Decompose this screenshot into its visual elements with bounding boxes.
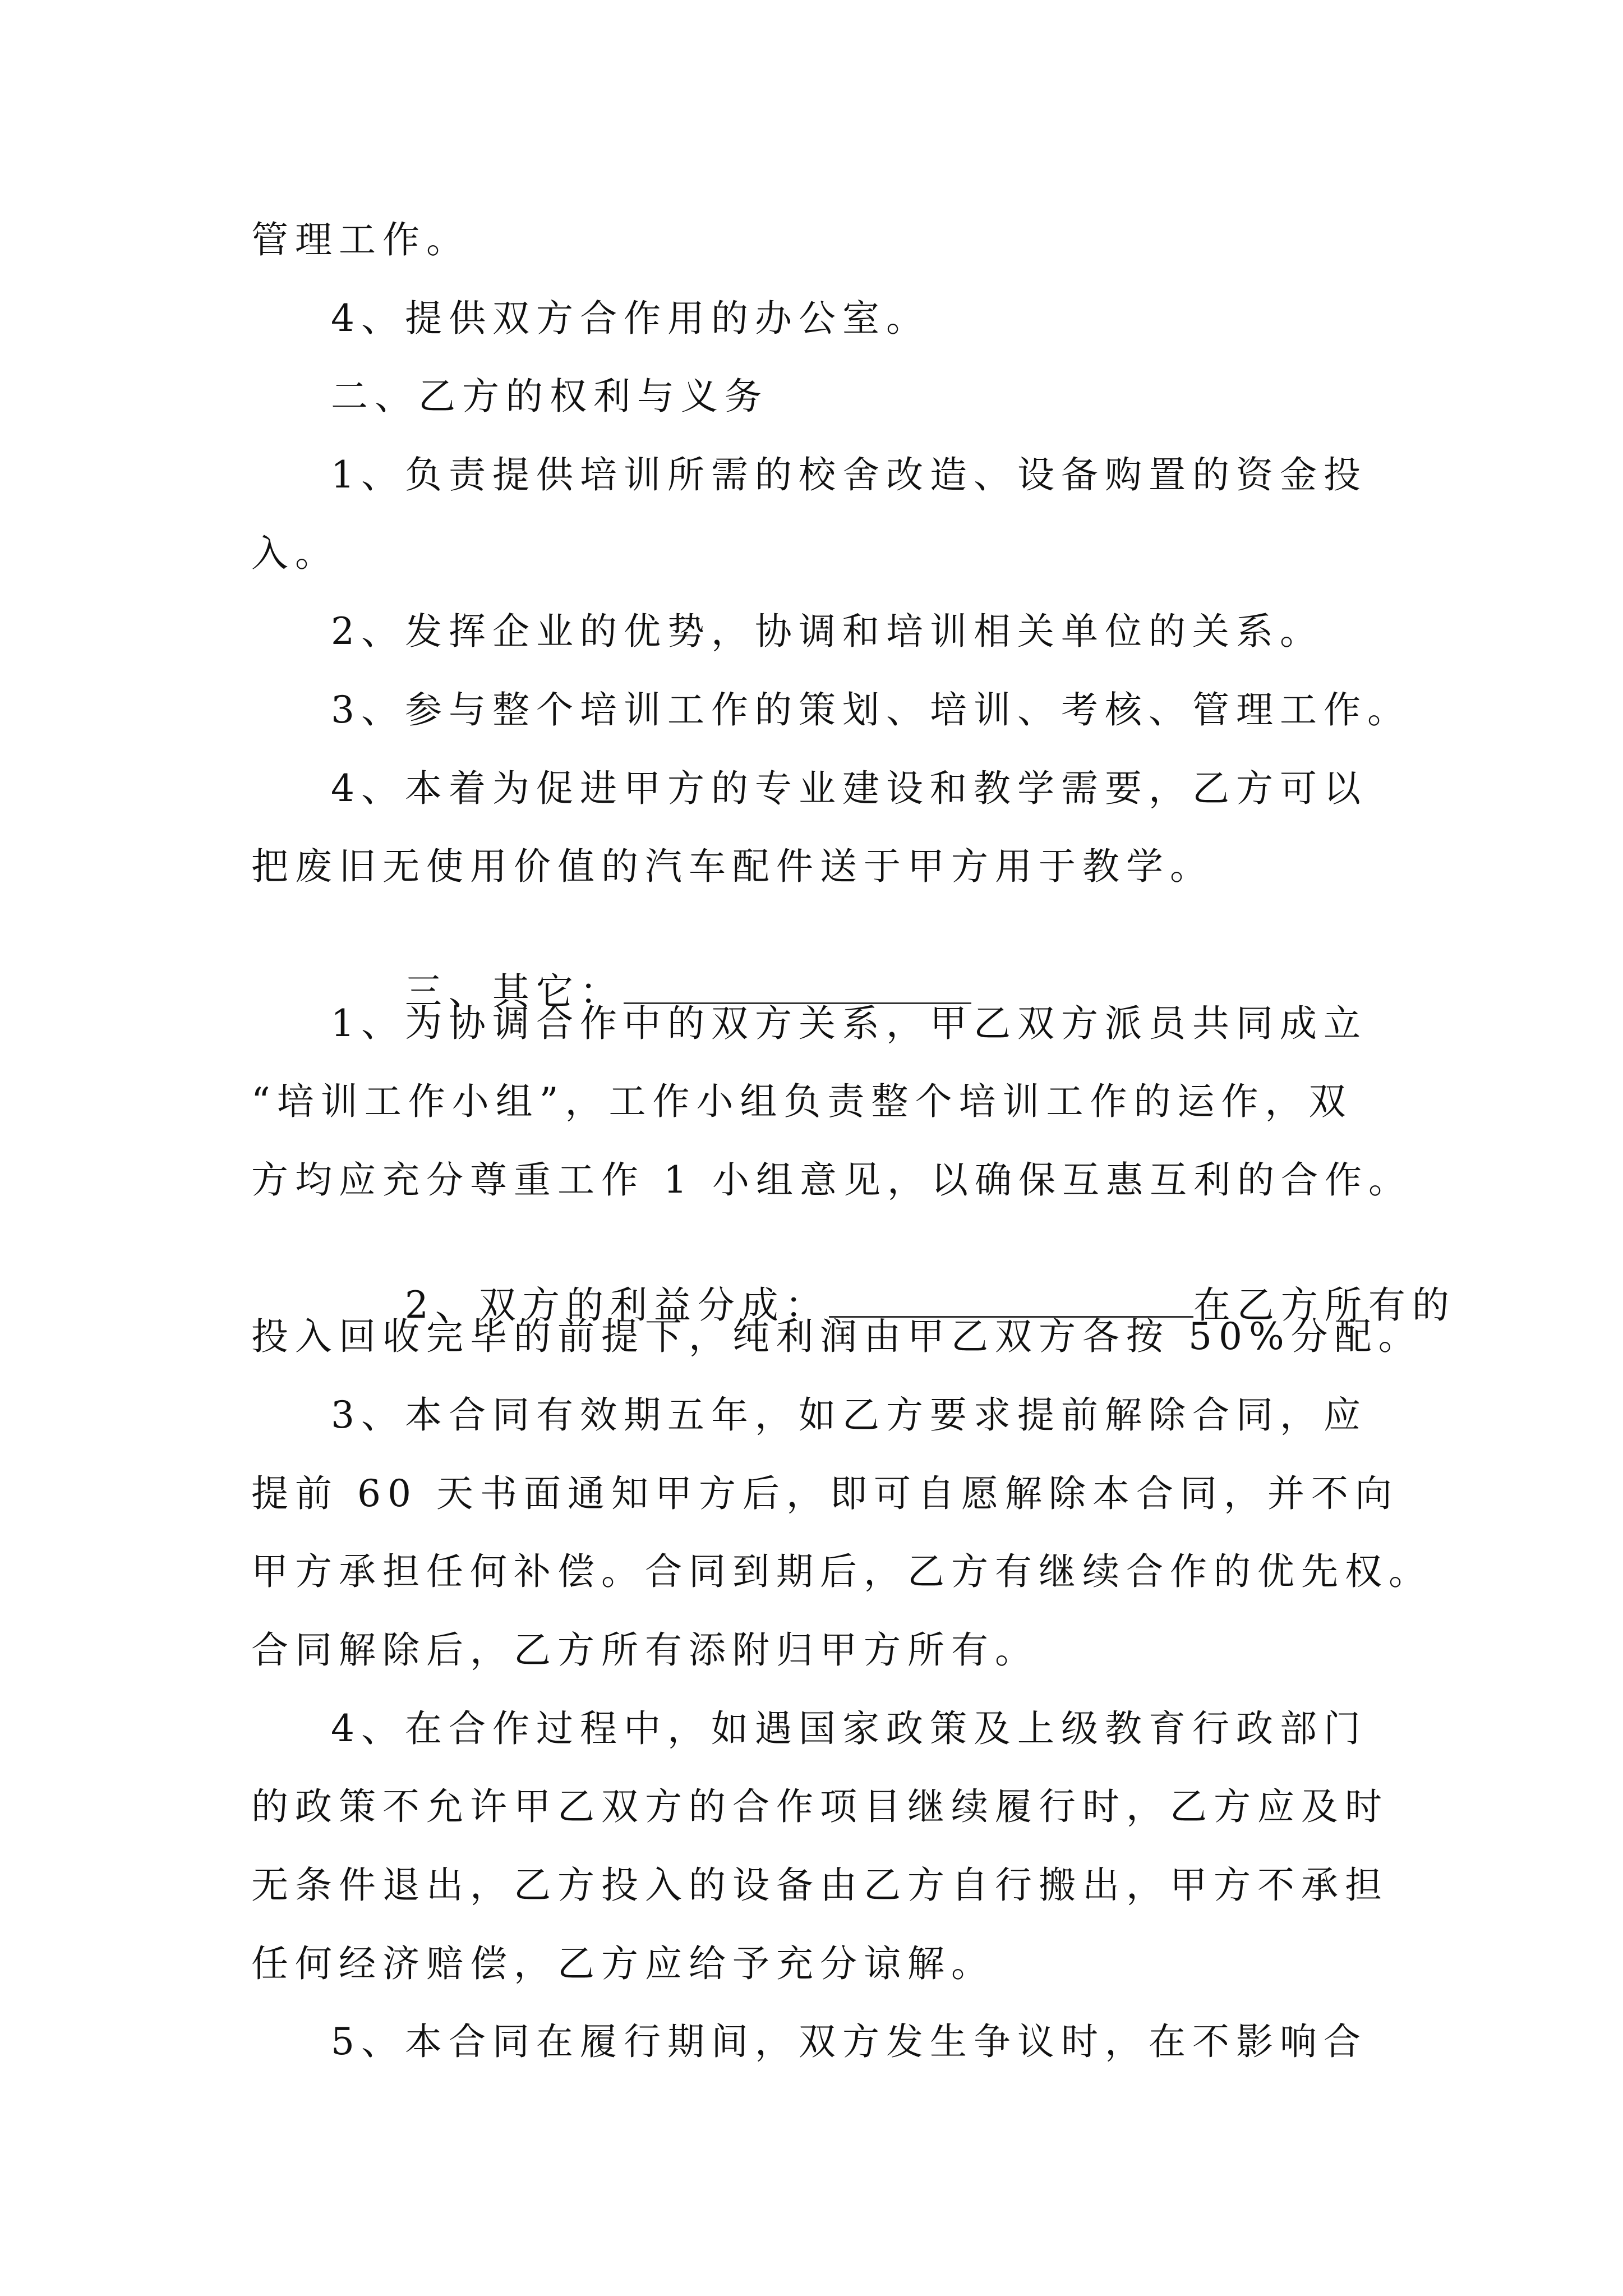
paragraph-line: 的政策不允许甲乙双方的合作项目继续履行时，乙方应及时 <box>251 1785 1389 1828</box>
paragraph-line: 无条件退出，乙方投入的设备由乙方自行搬出，甲方不承担 <box>251 1864 1389 1907</box>
paragraph-line: 4、在合作过程中，如遇国家政策及上级教育行政部门 <box>331 1707 1367 1750</box>
section-heading: 二、乙方的权利与义务 <box>331 375 768 418</box>
paragraph-line: 4、提供双方合作用的办公室。 <box>331 297 930 340</box>
paragraph-line: 1、为协调合作中的双方关系，甲乙双方派员共同成立 <box>331 1002 1367 1045</box>
profit-sharing-label: 2、双方的利益分成： <box>404 1283 829 1327</box>
section-heading-other <box>331 923 971 1013</box>
profit-sharing-line <box>331 1236 1456 1327</box>
paragraph-line: 任何经济赔偿，乙方应给予充分谅解。 <box>251 1942 995 1985</box>
paragraph-line: 合同解除后，乙方所有添附归甲方所有。 <box>251 1628 1039 1672</box>
blank-underline <box>829 1281 1193 1318</box>
paragraph-line: 投入回收完毕的前提下，纯利润由甲乙双方各按 50%分配。 <box>251 1315 1422 1358</box>
paragraph-line: 把废旧无使用价值的汽车配件送于甲方用于教学。 <box>251 845 1214 888</box>
paragraph-line: 管理工作。 <box>251 218 470 261</box>
paragraph-line: 2、发挥企业的优势，协调和培训相关单位的关系。 <box>331 610 1324 653</box>
paragraph-line: 入。 <box>251 532 339 575</box>
paragraph-line: 4、本着为促进甲方的专业建设和教学需要，乙方可以 <box>331 767 1367 810</box>
paragraph-line: 提前 60 天书面通知甲方后，即可自愿解除本合同，并不向 <box>251 1472 1399 1515</box>
paragraph-line: 3、本合同有效期五年，如乙方要求提前解除合同，应 <box>331 1393 1367 1437</box>
section-heading: 三、其它： <box>404 970 624 1013</box>
paragraph-line: 方均应充分尊重工作 1 小组意见，以确保互惠互利的合作。 <box>251 1158 1412 1202</box>
paragraph-line: 3、参与整个培训工作的策划、培训、考核、管理工作。 <box>331 688 1411 731</box>
paragraph-line: 5、本合同在履行期间，双方发生争议时，在不影响合 <box>331 2020 1367 2063</box>
paragraph-line: 1、负责提供培训所需的校舍改造、设备购置的资金投 <box>331 453 1367 496</box>
paragraph-line: “培训工作小组”，工作小组负责整个培训工作的运作，双 <box>251 1080 1353 1123</box>
paragraph-line: 甲方承担任何补偿。合同到期后，乙方有继续合作的优先权。 <box>251 1550 1432 1593</box>
blank-underline <box>624 968 971 1004</box>
profit-sharing-tail: 在乙方所有的 <box>1193 1283 1456 1327</box>
